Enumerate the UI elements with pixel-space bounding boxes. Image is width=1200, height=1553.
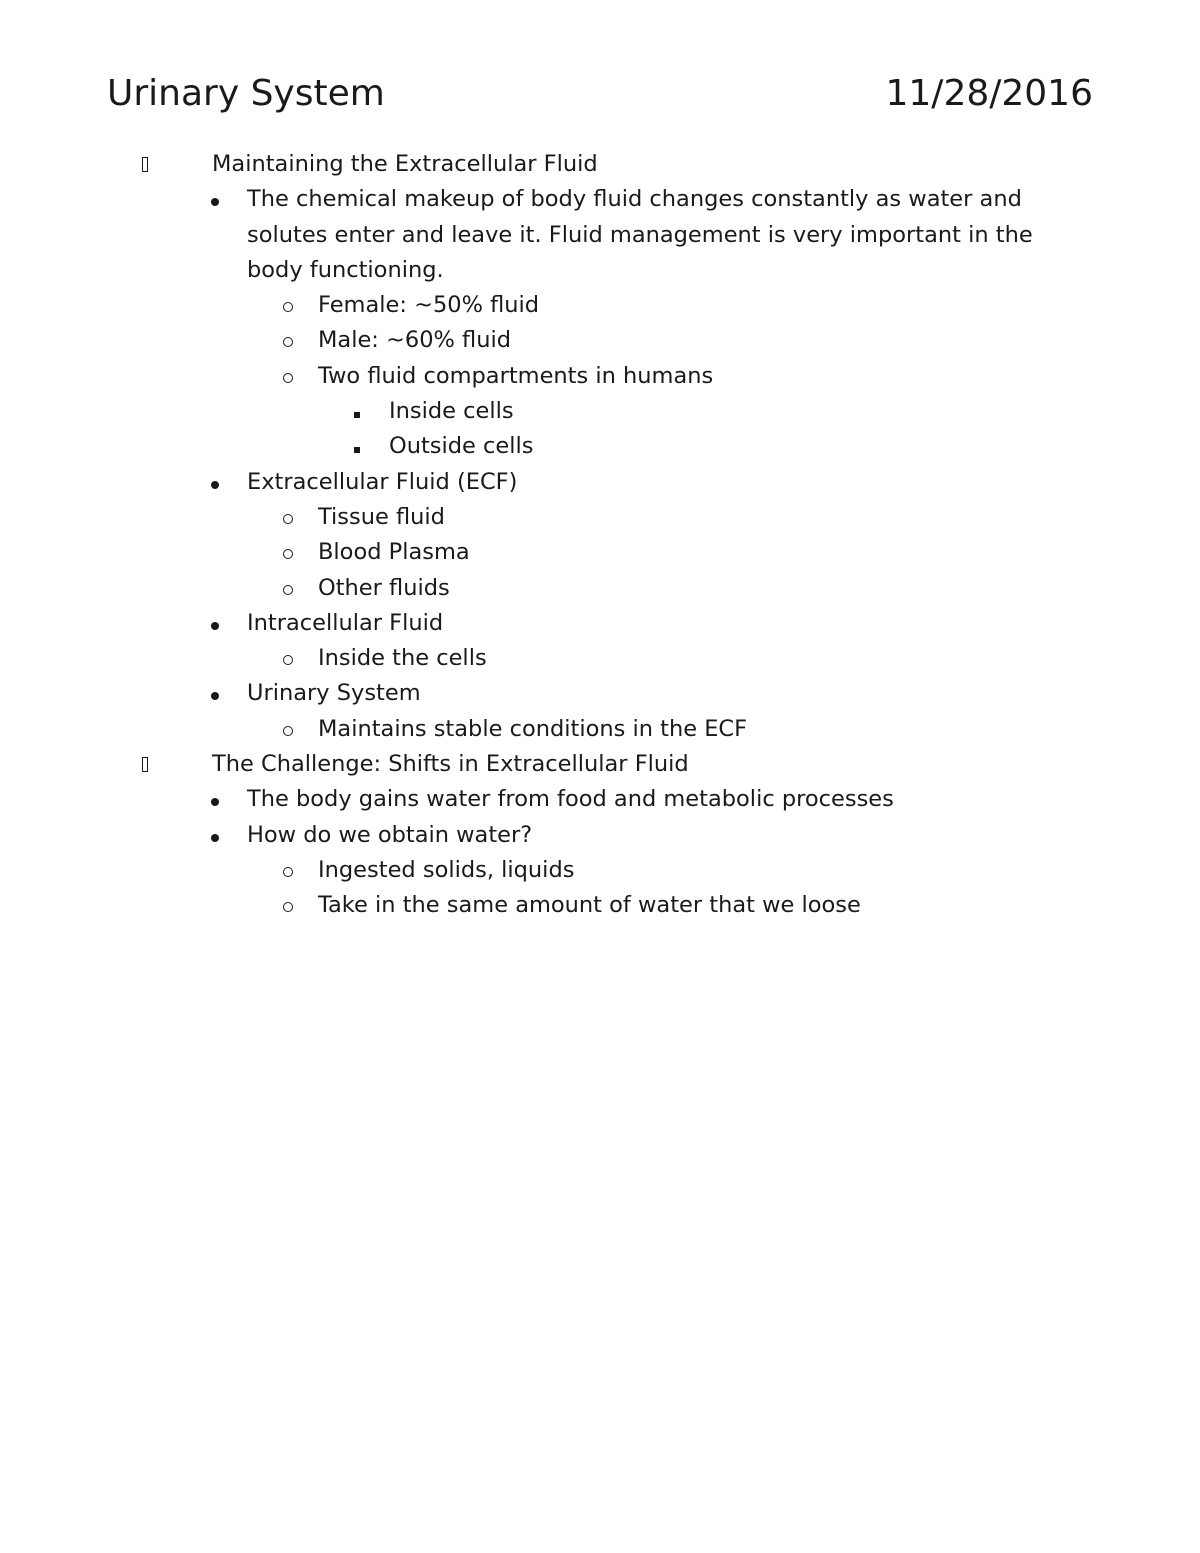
square-bullet-icon: [354, 394, 364, 429]
box-bullet-icon: [142, 147, 154, 183]
circle-bullet-icon: [283, 373, 293, 383]
square-bullet-icon: [354, 412, 360, 418]
bullet-icon: [211, 818, 225, 853]
bullet-icon: [211, 606, 225, 641]
outline-item-level-1: [0, 182, 1200, 288]
square-bullet-icon: [354, 447, 360, 453]
circle-bullet-icon: [283, 853, 297, 888]
outline-item-text: Male: ~60% fluid: [318, 327, 512, 354]
outline-item-level-2: [0, 535, 1200, 570]
outline-item-level-2: [0, 500, 1200, 535]
box-bullet-icon: [142, 757, 148, 772]
circle-bullet-icon: [283, 726, 293, 736]
bullet-icon: [211, 622, 219, 630]
box-bullet-icon: [142, 747, 154, 783]
bullet-icon: [211, 676, 225, 711]
outline-item-text: The body gains water from food and metabolic processes: [247, 786, 894, 813]
outline-item-text: Female: ~50% fluid: [318, 292, 540, 319]
notes-outline: [0, 147, 1200, 924]
bullet-icon: [211, 465, 225, 500]
circle-bullet-icon: [283, 535, 297, 570]
circle-bullet-icon: [283, 867, 293, 877]
circle-bullet-icon: [283, 902, 293, 912]
outline-item-level-2: [0, 571, 1200, 606]
outline-item-level-0: [0, 747, 1200, 782]
outline-item-level-1: [0, 782, 1200, 817]
outline-item-text: Blood Plasma: [318, 539, 470, 566]
circle-bullet-icon: [283, 500, 297, 535]
outline-item-text: Outside cells: [389, 433, 534, 460]
circle-bullet-icon: [283, 302, 293, 312]
outline-item-text: Maintains stable conditions in the ECF: [318, 715, 748, 742]
square-bullet-icon: [354, 429, 364, 464]
box-bullet-icon: [142, 157, 148, 172]
circle-bullet-icon: [283, 549, 293, 559]
circle-bullet-icon: [283, 641, 297, 676]
bullet-icon: [211, 692, 219, 700]
circle-bullet-icon: [283, 712, 297, 747]
outline-item-level-2: [0, 288, 1200, 323]
circle-bullet-icon: [283, 337, 293, 347]
outline-item-text: The chemical makeup of body fluid changes constantly as water and solutes enter and leave it. Fluid management is very important in the body functioning.: [247, 186, 1033, 283]
bullet-icon: [211, 481, 219, 489]
outline-item-level-2: [0, 323, 1200, 358]
outline-item-level-2: [0, 359, 1200, 394]
page-header: [107, 70, 1093, 120]
outline-item-text: Urinary System: [247, 680, 421, 707]
circle-bullet-icon: [283, 571, 297, 606]
outline-item-level-3: [0, 394, 1200, 429]
outline-item-level-3: [0, 429, 1200, 464]
outline-item-text: Inside cells: [389, 398, 514, 425]
outline-item-text: Inside the cells: [318, 645, 487, 672]
outline-item-text: Two fluid compartments in humans: [318, 362, 714, 389]
outline-item-text: Other fluids: [318, 574, 450, 601]
outline-item-text: Extracellular Fluid (ECF): [247, 468, 518, 495]
outline-item-text: Ingested solids, liquids: [318, 856, 575, 883]
outline-item-level-2: [0, 888, 1200, 923]
outline-item-level-2: [0, 712, 1200, 747]
outline-item-level-0: [0, 147, 1200, 182]
outline-item-level-2: [0, 641, 1200, 676]
outline-item-text: The Challenge: Shifts in Extracellular Fluid: [212, 751, 689, 778]
outline-item-level-1: [0, 818, 1200, 853]
page-title: Urinary System: [107, 73, 385, 114]
circle-bullet-icon: [283, 359, 297, 394]
outline-item-level-1: [0, 606, 1200, 641]
circle-bullet-icon: [283, 323, 297, 358]
outline-item-text: Take in the same amount of water that we loose: [318, 892, 861, 919]
outline-item-text: Maintaining the Extracellular Fluid: [212, 151, 598, 177]
outline-item-text: How do we obtain water?: [247, 821, 533, 848]
outline-item-level-1: [0, 465, 1200, 500]
bullet-icon: [211, 834, 219, 842]
outline-item-text: Tissue fluid: [318, 503, 445, 530]
page-date: 11/28/2016: [885, 73, 1093, 114]
circle-bullet-icon: [283, 888, 297, 923]
outline-item-text: Intracellular Fluid: [247, 609, 444, 636]
bullet-icon: [211, 182, 225, 217]
circle-bullet-icon: [283, 655, 293, 665]
circle-bullet-icon: [283, 514, 293, 524]
bullet-icon: [211, 782, 225, 817]
bullet-icon: [211, 198, 219, 206]
circle-bullet-icon: [283, 288, 297, 323]
circle-bullet-icon: [283, 585, 293, 595]
outline-item-level-2: [0, 853, 1200, 888]
outline-item-level-1: [0, 676, 1200, 711]
bullet-icon: [211, 798, 219, 806]
